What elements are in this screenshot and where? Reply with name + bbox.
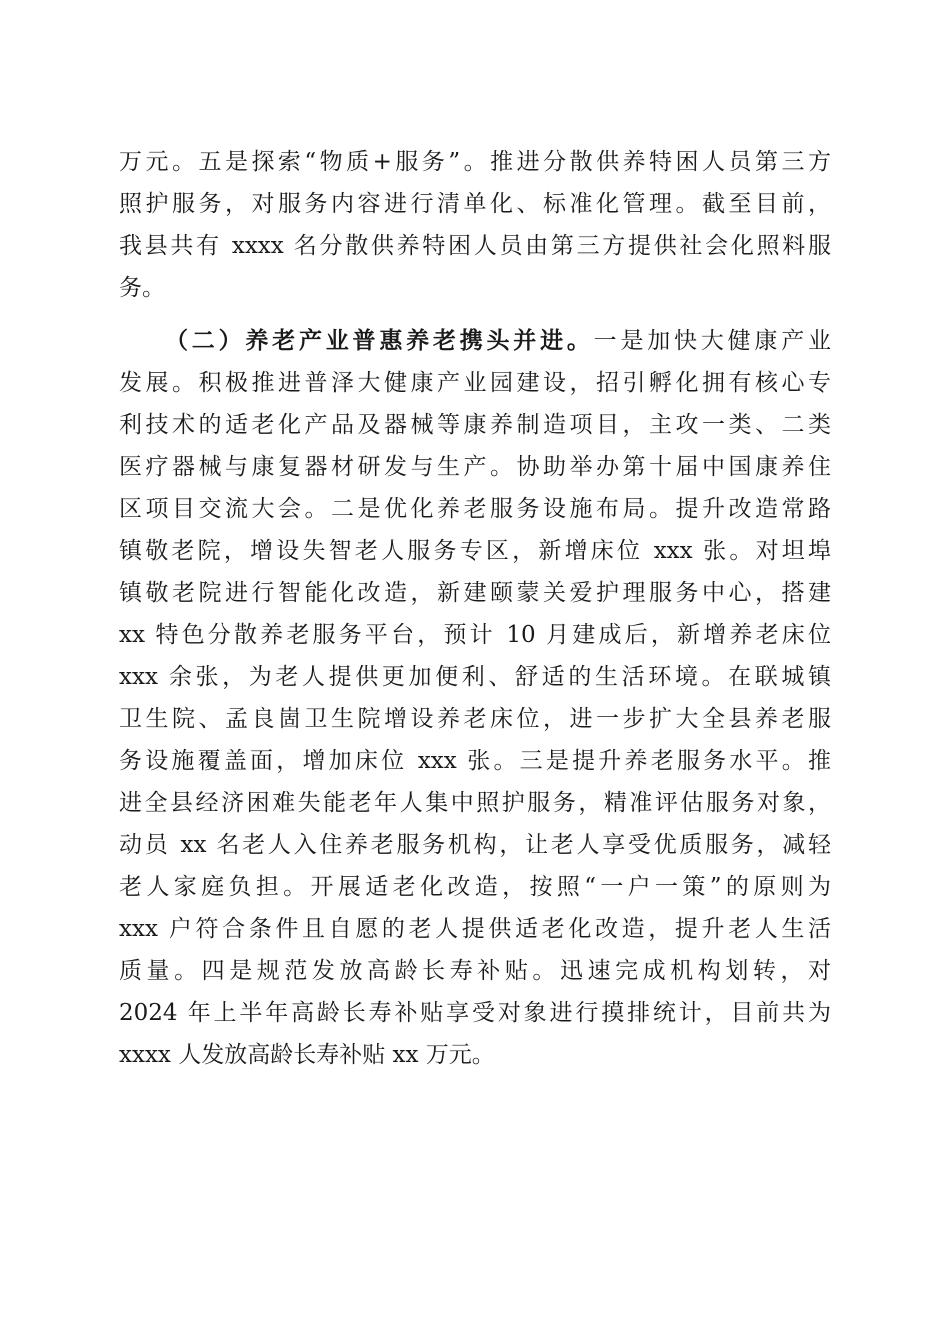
paragraph-1 (119, 141, 831, 309)
paragraph-1-line-2: 照护服务，对服务内容进行清单化、标准化管理。截至目前， (119, 191, 831, 217)
paragraph-2-line-15: xxx 户符合条件且自愿的老人提供适老化改造，提升老人生活 (119, 916, 831, 942)
paragraph-2 (119, 320, 831, 1076)
paragraph-2-line-16: 质量。四是规范发放高龄长寿补贴。迅速完成机构划转，对 (119, 958, 831, 984)
paragraph-2-line-13: 动员 xx 名老人入住养老服务机构，让老人享受优质服务，减轻 (119, 832, 831, 858)
paragraph-2-line-12: 进全县经济困难失能老年人集中照护服务，精准评估服务对象， (119, 790, 831, 816)
paragraph-2-line-3: 利技术的适老化产品及器械等康养制造项目，主攻一类、二类 (119, 412, 831, 438)
paragraph-2-line-7: 镇敬老院进行智能化改造，新建颐蒙关爱护理服务中心，搭建 (119, 580, 831, 606)
paragraph-1-line-1: 万元。五是探索“物质+服务”。推进分散供养特困人员第三方 (119, 149, 831, 175)
paragraph-1-line-4: 务。 (119, 275, 165, 301)
paragraph-2-line-5: 区项目交流大会。二是优化养老服务设施布局。提升改造常路 (119, 496, 831, 522)
section-heading: （二）养老产业普惠养老携头并进。 (165, 327, 594, 354)
paragraph-2-line-2: 发展。积极推进普泽大健康产业园建设，招引孵化拥有核心专 (119, 370, 831, 396)
paragraph-1-line-3: 我县共有 xxxx 名分散供养特困人员由第三方提供社会化照料服 (119, 233, 831, 259)
paragraph-2-line-6: 镇敬老院，增设失智老人服务专区，新增床位 xxx 张。对坦埠 (119, 538, 831, 564)
paragraph-2-line-14: 老人家庭负担。开展适老化改造，按照“一户一策”的原则为 (119, 874, 831, 900)
paragraph-2-line-1 (119, 320, 831, 362)
paragraph-2-line-9: xxx 余张，为老人提供更加便利、舒适的生活环境。在联城镇 (119, 664, 831, 690)
paragraph-2-line-4: 医疗器械与康复器材研发与生产。协助举办第十届中国康养住 (119, 454, 831, 480)
paragraph-2-line-10: 卫生院、孟良崮卫生院增设养老床位，进一步扩大全县养老服 (119, 706, 831, 732)
paragraph-2-line-1-rest: 一是加快大健康产业 (593, 328, 832, 354)
paragraph-2-line-8: xx 特色分散养老服务平台，预计 10 月建成后，新增养老床位 (119, 622, 831, 648)
paragraph-2-line-17: 2024 年上半年高龄长寿补贴享受对象进行摸排统计，目前共为 (119, 1000, 831, 1026)
paragraph-2-line-18: xxxx 人发放高龄长寿补贴 xx 万元。 (119, 1042, 495, 1068)
paragraph-2-line-11: 务设施覆盖面，增加床位 xxx 张。三是提升养老服务水平。推 (119, 748, 831, 774)
